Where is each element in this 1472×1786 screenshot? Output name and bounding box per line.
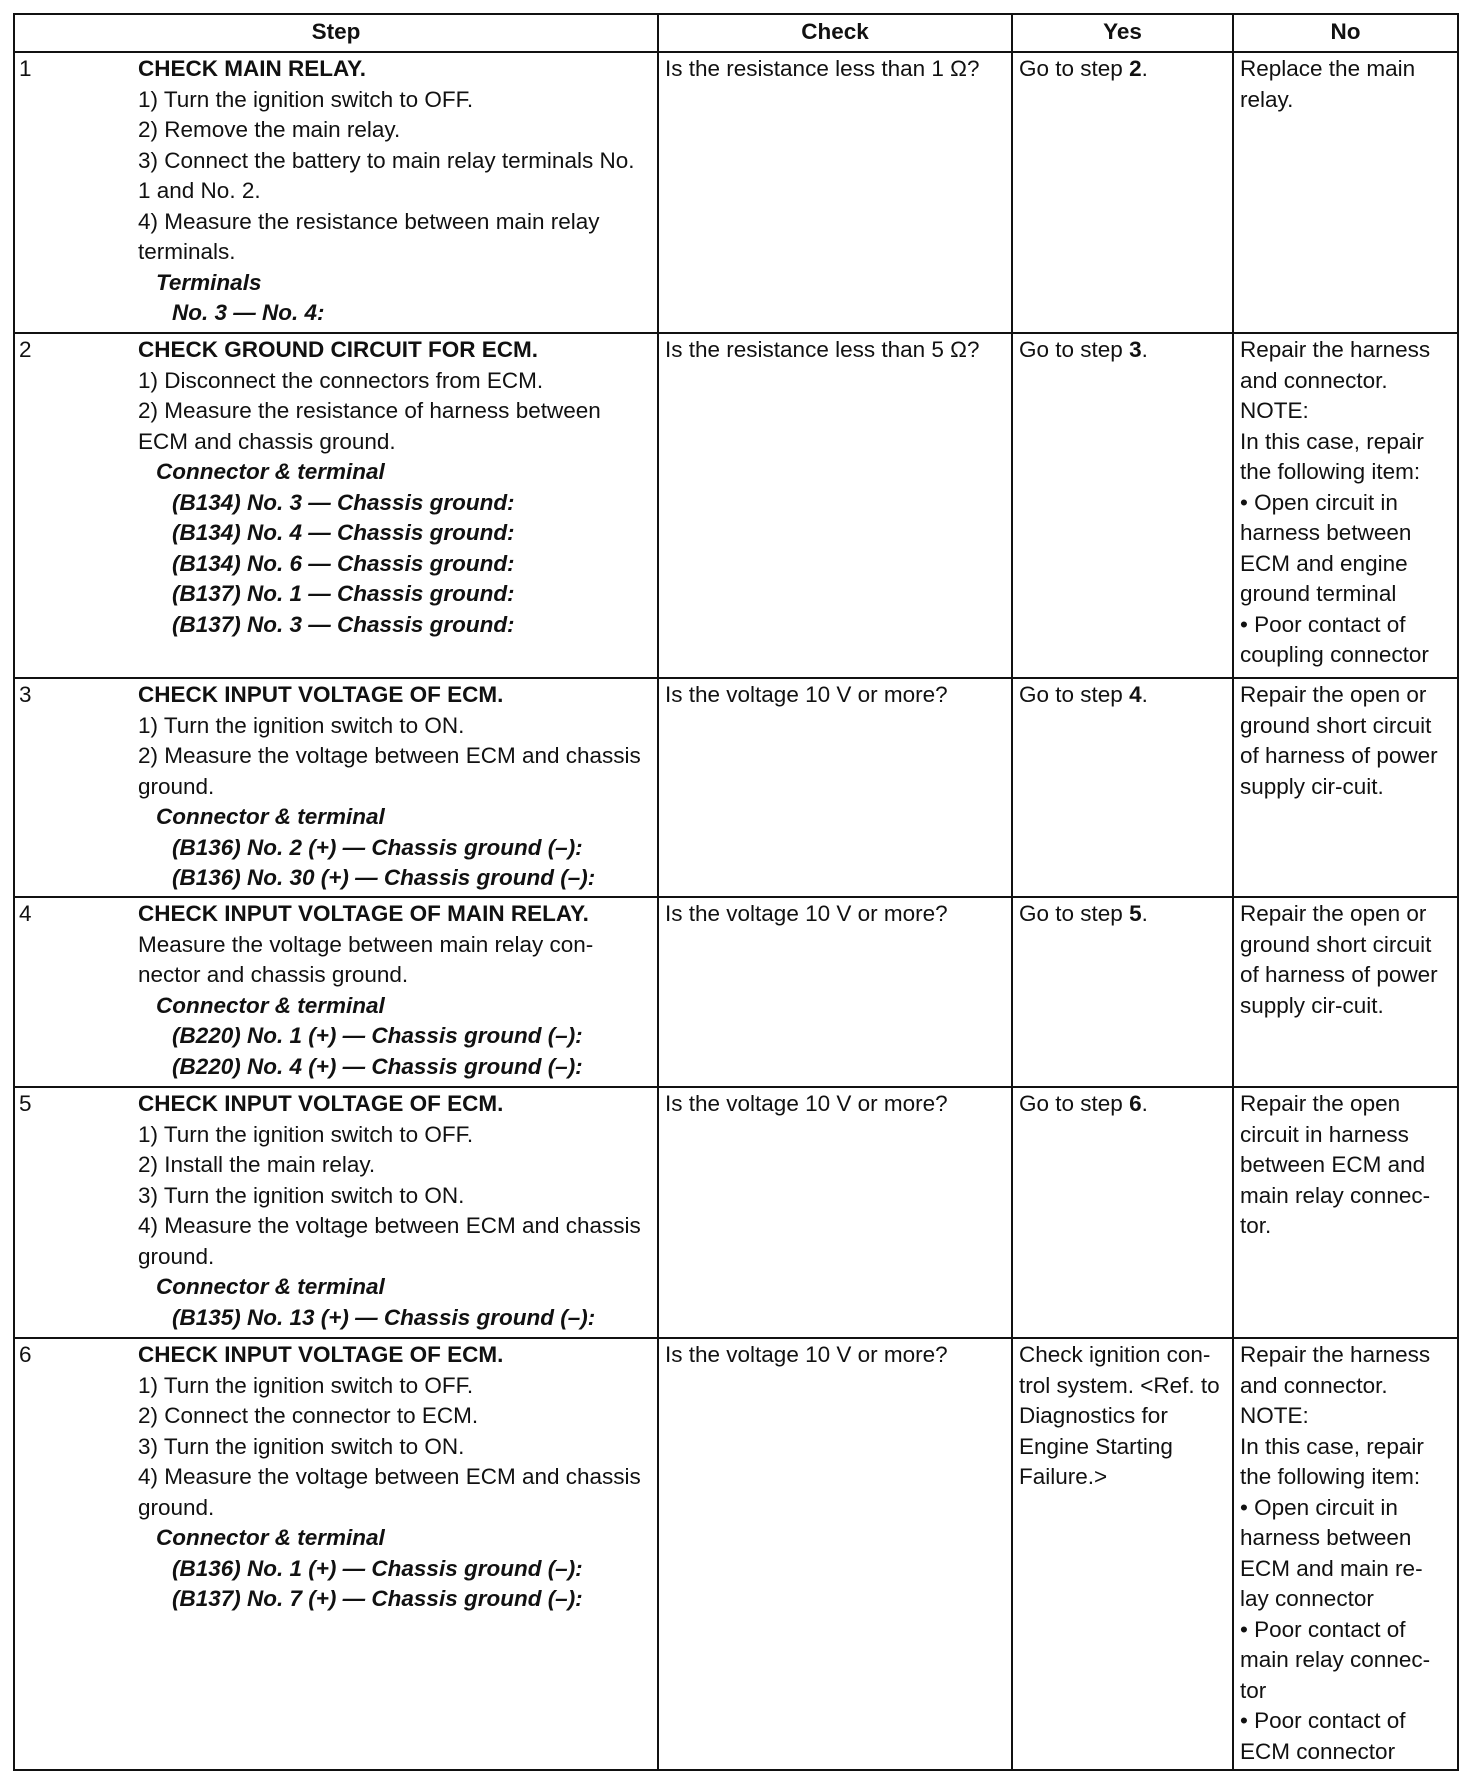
check-cell: Is the voltage 10 V or more?	[658, 1087, 1012, 1338]
step-instruction: 2) Connect the connector to ECM.	[138, 1403, 479, 1428]
step-row	[14, 897, 1458, 1087]
no-text: In this case, repair the following item:	[1240, 1433, 1424, 1489]
step-instruction: 1) Turn the ignition switch to ON.	[138, 712, 465, 738]
yes-suffix: .	[1141, 56, 1148, 81]
check-cell: Is the resistance less than 5 Ω?	[658, 333, 1012, 678]
no-cell	[1233, 897, 1458, 1087]
diagnostic-table	[13, 13, 1459, 1771]
step-title: CHECK GROUND CIRCUIT FOR ECM.	[138, 337, 538, 362]
terminal-label: Connector & terminal	[156, 459, 385, 484]
yes-cell	[1012, 897, 1233, 1087]
step-content	[138, 1340, 651, 1615]
header-yes: Yes	[1012, 14, 1233, 52]
yes-suffix: .	[1141, 1091, 1148, 1116]
terminal-item: (B135) No. 13 (+) — Chassis ground (–):	[172, 1304, 596, 1330]
step-number: 2	[19, 337, 32, 362]
no-text: Repair the open circuit in harness between ECM and main relay connec-tor.	[1240, 1091, 1431, 1238]
step-number: 3	[19, 682, 32, 707]
step-instruction: 3) Turn the ignition switch to ON.	[138, 1433, 465, 1459]
step-instruction: 2) Install the main relay.	[138, 1152, 376, 1177]
no-cell	[1233, 1087, 1458, 1338]
check-cell: Is the resistance less than 1 Ω?	[658, 52, 1012, 333]
step-instruction: 1) Turn the ignition switch to OFF.	[138, 1372, 474, 1398]
terminal-label: Terminals	[156, 269, 262, 295]
step-title: CHECK MAIN RELAY.	[138, 56, 366, 81]
check-cell: Is the voltage 10 V or more?	[658, 1338, 1012, 1770]
no-text: • Open circuit in harness between ECM and engine ground terminal	[1240, 489, 1412, 606]
no-text: • Poor contact of coupling connector	[1240, 611, 1429, 667]
step-title: CHECK INPUT VOLTAGE OF ECM.	[138, 1342, 504, 1367]
yes-cell	[1012, 678, 1233, 897]
step-content	[138, 54, 651, 329]
yes-suffix: .	[1141, 337, 1148, 362]
no-text: NOTE:	[1240, 398, 1309, 423]
terminal-item: (B134) No. 3 — Chassis ground:	[172, 489, 515, 515]
step-number: 6	[19, 1342, 32, 1367]
yes-step-number: 5	[1129, 901, 1142, 926]
yes-text: Go to step	[1019, 56, 1130, 81]
step-instruction: 2) Measure the voltage between ECM and chassis ground.	[138, 743, 641, 799]
header-no: No	[1233, 14, 1458, 52]
step-row	[14, 333, 1458, 678]
yes-cell	[1012, 1338, 1233, 1770]
no-text: Replace the main relay.	[1240, 56, 1416, 112]
step-number: 4	[19, 901, 32, 926]
step-instruction: 1) Turn the ignition switch to OFF.	[138, 86, 474, 112]
terminal-item: (B220) No. 4 (+) — Chassis ground (–):	[172, 1053, 583, 1079]
terminal-item: (B134) No. 6 — Chassis ground:	[172, 550, 515, 576]
step-content	[138, 680, 651, 894]
step-title: CHECK INPUT VOLTAGE OF MAIN RELAY.	[138, 901, 589, 926]
step-content	[138, 1089, 651, 1333]
check-cell: Is the voltage 10 V or more?	[658, 678, 1012, 897]
no-text: Repair the open or ground short circuit of harness of power supply cir-cuit.	[1240, 682, 1438, 799]
yes-suffix: .	[1141, 901, 1148, 926]
terminal-label: Connector & terminal	[156, 1274, 385, 1299]
step-title: CHECK INPUT VOLTAGE OF ECM.	[138, 1091, 504, 1116]
step-cell	[14, 897, 658, 1087]
terminal-label: Connector & terminal	[156, 992, 385, 1018]
step-instruction: Measure the voltage between main relay con-nector and chassis ground.	[138, 931, 594, 987]
no-text: Repair the open or ground short circuit of harness of power supply cir-cuit.	[1240, 901, 1438, 1018]
step-title: CHECK INPUT VOLTAGE OF ECM.	[138, 682, 504, 707]
yes-step-number: 3	[1129, 337, 1142, 362]
step-instruction: 2) Remove the main relay.	[138, 117, 401, 142]
terminal-item: (B137) No. 3 — Chassis ground:	[172, 611, 515, 637]
header-step: Step	[14, 14, 658, 52]
terminal-item: (B137) No. 1 — Chassis ground:	[172, 581, 515, 606]
terminal-item: (B134) No. 4 — Chassis ground:	[172, 520, 515, 545]
yes-text: Go to step	[1019, 337, 1130, 362]
step-number: 1	[19, 56, 32, 81]
no-text: • Poor contact of ECM connector	[1240, 1708, 1406, 1764]
yes-step-number: 2	[1129, 56, 1142, 81]
header-check: Check	[658, 14, 1012, 52]
terminal-item: (B136) No. 2 (+) — Chassis ground (–):	[172, 834, 583, 860]
step-instruction: 4) Measure the voltage between ECM and chassis ground.	[138, 1464, 641, 1520]
no-text: NOTE:	[1240, 1403, 1309, 1428]
step-content	[138, 899, 651, 1082]
step-row	[14, 678, 1458, 897]
terminal-item: (B136) No. 30 (+) — Chassis ground (–):	[172, 865, 596, 890]
step-instruction: 3) Turn the ignition switch to ON.	[138, 1182, 465, 1208]
step-content	[138, 335, 651, 640]
terminal-label: Connector & terminal	[156, 1525, 385, 1550]
no-text: Repair the harness and connector.	[1240, 1342, 1431, 1398]
step-instruction: 1) Turn the ignition switch to OFF.	[138, 1121, 474, 1147]
yes-suffix: .	[1141, 682, 1148, 707]
no-cell	[1233, 678, 1458, 897]
terminal-item: (B136) No. 1 (+) — Chassis ground (–):	[172, 1555, 583, 1581]
no-text: Repair the harness and connector.	[1240, 337, 1431, 393]
yes-text: Go to step	[1019, 1091, 1130, 1116]
yes-step-number: 6	[1129, 1091, 1142, 1116]
no-text: • Open circuit in harness between ECM and main re-lay connector	[1240, 1494, 1423, 1611]
check-cell: Is the voltage 10 V or more?	[658, 897, 1012, 1087]
yes-text: Check ignition con-trol system. <Ref. to Diagnostics for Engine Starting Failure.>	[1019, 1342, 1220, 1489]
step-cell	[14, 678, 658, 897]
step-row	[14, 1338, 1458, 1770]
terminal-label: Connector & terminal	[156, 804, 385, 829]
yes-step-number: 4	[1129, 682, 1142, 707]
terminal-item: (B137) No. 7 (+) — Chassis ground (–):	[172, 1586, 583, 1611]
no-text: • Poor contact of main relay connec-tor	[1240, 1616, 1431, 1703]
yes-cell	[1012, 1087, 1233, 1338]
no-cell	[1233, 333, 1458, 678]
step-row	[14, 1087, 1458, 1338]
yes-cell	[1012, 52, 1233, 333]
yes-text: Go to step	[1019, 682, 1130, 707]
terminal-item: (B220) No. 1 (+) — Chassis ground (–):	[172, 1023, 583, 1048]
terminal-item: No. 3 — No. 4:	[172, 300, 325, 325]
step-cell	[14, 1338, 658, 1770]
step-instruction: 1) Disconnect the connectors from ECM.	[138, 367, 544, 393]
step-instruction: 3) Connect the battery to main relay terminals No. 1 and No. 2.	[138, 147, 635, 203]
no-cell	[1233, 1338, 1458, 1770]
yes-cell	[1012, 333, 1233, 678]
step-cell	[14, 52, 658, 333]
step-cell	[14, 1087, 658, 1338]
no-cell	[1233, 52, 1458, 333]
step-cell	[14, 333, 658, 678]
step-number: 5	[19, 1091, 32, 1116]
yes-text: Go to step	[1019, 901, 1130, 926]
header-row	[14, 14, 1458, 52]
step-row	[14, 52, 1458, 333]
step-instruction: 2) Measure the resistance of harness between ECM and chassis ground.	[138, 398, 601, 454]
step-instruction: 4) Measure the voltage between ECM and chassis ground.	[138, 1213, 641, 1269]
no-text: In this case, repair the following item:	[1240, 428, 1424, 484]
step-instruction: 4) Measure the resistance between main relay terminals.	[138, 208, 600, 264]
